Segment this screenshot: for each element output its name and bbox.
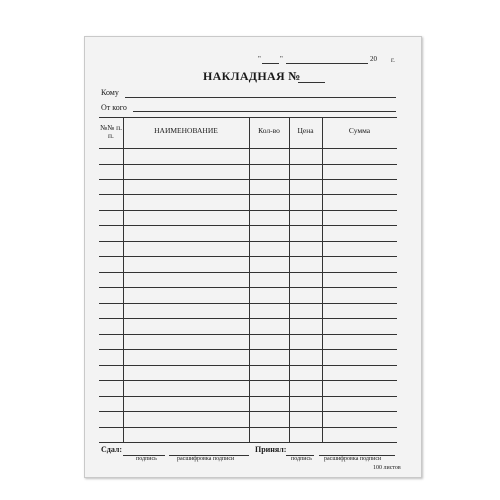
table-row <box>99 442 397 443</box>
to-line <box>125 97 396 98</box>
table-row <box>99 287 397 288</box>
from-label: От кого <box>101 103 127 112</box>
table-row <box>99 241 397 242</box>
table-row <box>99 256 397 257</box>
sheet-count: 100 листов <box>373 465 401 471</box>
received-label: Принял: <box>255 445 287 454</box>
received-decoding-caption: расшифровка подписи <box>324 456 382 462</box>
header-sum: Сумма <box>348 126 371 135</box>
handed-decoding-caption: расшифровка подписи <box>177 456 235 462</box>
table-row <box>99 303 397 304</box>
table-column-divider <box>289 117 290 442</box>
header-qty: Кол-во <box>258 126 280 135</box>
waybill-number-line <box>298 82 325 83</box>
table-row <box>99 179 397 180</box>
table-row <box>99 318 397 319</box>
to-label: Кому <box>101 88 119 97</box>
header-name: НАИМЕНОВАНИЕ <box>154 126 218 135</box>
table-row <box>99 380 397 381</box>
date-year-prefix: 20 <box>370 55 377 63</box>
header-number: №№ п. п. <box>99 123 123 140</box>
date-day-line <box>262 63 279 64</box>
table-column-divider <box>322 117 323 442</box>
table-row <box>99 411 397 412</box>
table-top-border <box>99 117 397 118</box>
date-year-suffix: г. <box>391 56 395 64</box>
handed-label: Сдал: <box>101 445 123 454</box>
table-row <box>99 396 397 397</box>
waybill-form <box>84 36 422 478</box>
table-row <box>99 272 397 273</box>
date-close-quote: " <box>280 55 283 63</box>
table-header-bottom <box>99 148 397 149</box>
date-open-quote: " <box>258 55 261 63</box>
table-row <box>99 210 397 211</box>
date-month-line <box>286 63 368 64</box>
form-title: НАКЛАДНАЯ № <box>203 69 301 83</box>
table-row <box>99 194 397 195</box>
from-line <box>133 111 396 112</box>
received-signature-caption: подпись <box>291 456 312 462</box>
handed-signature-caption: подпись <box>136 456 157 462</box>
table-row <box>99 349 397 350</box>
table-row <box>99 334 397 335</box>
table-column-divider <box>249 117 250 442</box>
table-row <box>99 365 397 366</box>
table-row <box>99 225 397 226</box>
header-price: Цена <box>297 126 314 135</box>
table-column-divider <box>123 117 124 442</box>
table-row <box>99 164 397 165</box>
table-row <box>99 427 397 428</box>
